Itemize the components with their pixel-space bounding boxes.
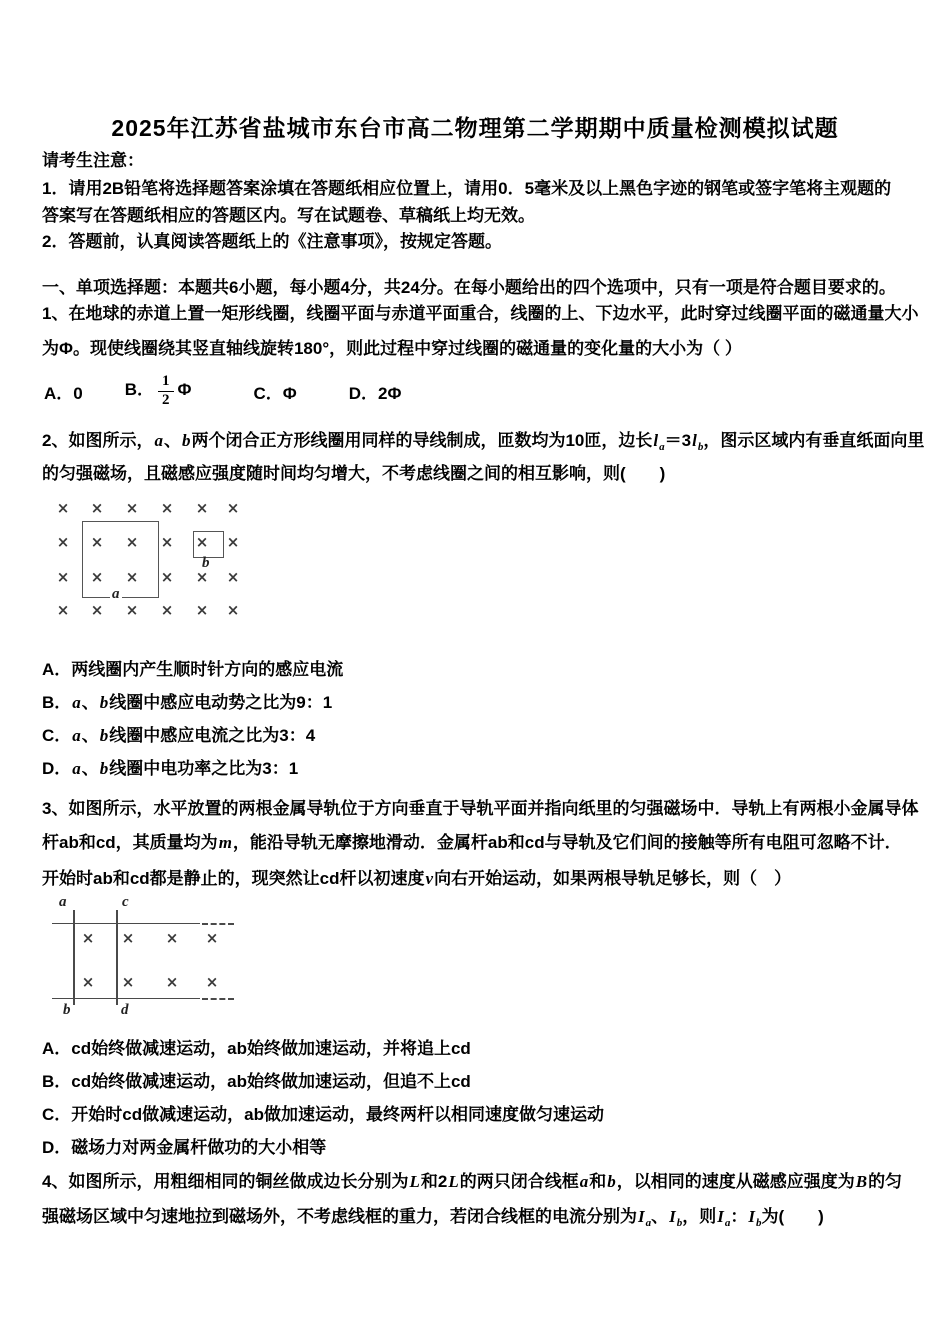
field-into-page-cross-icon: × xyxy=(125,499,139,517)
variable-text: a xyxy=(154,431,163,450)
q2-option-c xyxy=(42,725,912,747)
plain-text: 为( ) xyxy=(761,1207,824,1226)
field-into-page-cross-icon: × xyxy=(195,601,209,619)
field-into-page-cross-icon: × xyxy=(81,929,95,947)
q3-figure-rails-rods xyxy=(42,894,257,1024)
fraction-one-half xyxy=(158,373,174,409)
plain-text: A．两线圈内产生顺时针方向的感应电流 xyxy=(42,660,344,679)
q2-option-d xyxy=(42,758,912,780)
fraction-numerator: 1 xyxy=(162,373,170,390)
plain-text: ＝3 xyxy=(664,431,692,450)
variable-text: m xyxy=(218,833,232,852)
variable-text: I xyxy=(638,1207,645,1226)
plain-text: 2、如图所示， xyxy=(42,431,154,450)
variable-text: a xyxy=(72,759,81,778)
plain-text: 向右开始运动，如果两根导轨足够长，则（ ） xyxy=(434,869,792,888)
q3-option-a: A．cd始终做减速运动，ab始终做加速运动，并将追上cd xyxy=(42,1039,471,1058)
field-into-page-cross-icon: × xyxy=(125,533,139,551)
plain-text: 、 xyxy=(81,726,99,745)
field-into-page-cross-icon: × xyxy=(165,929,179,947)
plain-text: ，以相同的速度从磁感应强度为 xyxy=(616,1172,855,1191)
variable-text: b xyxy=(99,693,109,712)
variable-text: I xyxy=(717,1207,724,1226)
q3-text-line-2 xyxy=(42,832,912,854)
field-into-page-cross-icon: × xyxy=(226,568,240,586)
field-into-page-cross-icon: × xyxy=(195,568,209,586)
q3-text-line-1: 3、如图所示，水平放置的两根金属导轨位于方向垂直于导轨平面并指向纸里的匀强磁场中．导轨上有两根小金属导体 xyxy=(42,799,919,818)
plain-text: 4、如图所示，用粗细相同的铜丝做成边长分别为 xyxy=(42,1172,409,1191)
page-title: 2025年江苏省盐城市东台市高二物理第二学期期中质量检测模拟试题 xyxy=(111,115,839,141)
plain-text: 和 xyxy=(589,1172,607,1191)
rod-end-c-label: c xyxy=(122,894,129,910)
plain-text: 和2 xyxy=(420,1172,448,1191)
field-into-page-cross-icon: × xyxy=(56,533,70,551)
field-into-page-cross-icon: × xyxy=(121,973,135,991)
q1-options-row xyxy=(44,368,401,414)
q2-figure-field-coils xyxy=(50,498,282,624)
notice-line-1: 1．请用2B铅笔将选择题答案涂填在答题纸相应位置上，请用0．5毫米及以上黑色字迹的钢笔或签字笔将主观题的 xyxy=(42,179,892,198)
variable-text: l xyxy=(653,431,659,450)
rod-cd xyxy=(116,910,118,1005)
field-into-page-cross-icon: × xyxy=(125,568,139,586)
variable-text: v xyxy=(425,869,434,888)
field-into-page-cross-icon: × xyxy=(90,533,104,551)
rod-end-b-label: b xyxy=(63,1002,71,1018)
plain-text: 杆ab和cd，其质量均为 xyxy=(42,833,218,852)
variable-text: b xyxy=(756,1217,762,1229)
plain-text: 线圈中感应电流之比为3：4 xyxy=(109,726,316,745)
bottom-rail-dashed-end xyxy=(202,998,234,1000)
q3-text-line-3 xyxy=(42,868,912,890)
q1-option-a: A．0 xyxy=(44,383,83,403)
field-into-page-cross-icon: × xyxy=(226,533,240,551)
variable-text: B xyxy=(855,1172,868,1191)
plain-text: 开始时ab和cd都是静止的，现突然让cd杆以初速度 xyxy=(42,869,425,888)
q3-option-d: D．磁场力对两金属杆做功的大小相等 xyxy=(42,1138,327,1157)
plain-text: 的匀 xyxy=(868,1172,903,1191)
plain-text: 、 xyxy=(163,431,181,450)
coil-b-square xyxy=(193,531,224,558)
rod-ab xyxy=(73,910,75,1005)
coil-a-label: a xyxy=(112,586,120,602)
variable-text: a xyxy=(724,1217,731,1229)
q1-option-b-label: B． xyxy=(124,380,155,400)
variable-text: b xyxy=(99,726,109,745)
field-into-page-cross-icon: × xyxy=(56,568,70,586)
plain-text: D． xyxy=(42,759,72,778)
field-into-page-cross-icon: × xyxy=(90,499,104,517)
field-into-page-cross-icon: × xyxy=(90,601,104,619)
field-into-page-cross-icon: × xyxy=(125,601,139,619)
variable-text: b xyxy=(676,1217,683,1229)
section1-header: 一、单项选择题：本题共6小题，每小题4分，共24分。在每小题给出的四个选项中，只有一项是符合题目要求的。 xyxy=(42,278,896,297)
variable-text: a xyxy=(579,1172,589,1191)
q2-option-b xyxy=(42,692,912,714)
field-into-page-cross-icon: × xyxy=(195,533,209,551)
q1-option-d: D．2Φ xyxy=(348,383,402,403)
field-into-page-cross-icon: × xyxy=(195,499,209,517)
plain-text: C． xyxy=(42,726,72,745)
notice-line-3: 2．答题前，认真阅读答题纸上的《注意事项》，按规定答题。 xyxy=(42,232,502,251)
q1-text-line-1: 1、在地球的赤道上置一矩形线圈，线圈平面与赤道平面重合，线圈的上、下边水平，此时穿过线圈平面的磁通量大小 xyxy=(42,304,919,323)
field-into-page-cross-icon: × xyxy=(121,929,135,947)
q1-option-c: C．Φ xyxy=(253,383,297,403)
field-into-page-cross-icon: × xyxy=(226,601,240,619)
variable-text: I xyxy=(669,1207,676,1226)
q3-option-c: C．开始时cd做减速运动，ab做加速运动，最终两杆以相同速度做匀速运动 xyxy=(42,1105,604,1124)
q1-option-b xyxy=(125,373,192,409)
variable-text: b xyxy=(181,431,191,450)
plain-text: 线圈中电功率之比为3：1 xyxy=(109,759,299,778)
field-into-page-cross-icon: × xyxy=(90,568,104,586)
field-into-page-cross-icon: × xyxy=(205,973,219,991)
plain-text: ，能沿导轨无摩擦地滑动．金属杆ab和cd与导轨及它们间的接触等所有电阻可忽略不计． xyxy=(232,833,902,852)
plain-text: B． xyxy=(42,693,72,712)
plain-text: ，图示区域内有垂直纸面向里 xyxy=(703,431,925,450)
top-rail-dashed-end xyxy=(202,923,234,925)
field-into-page-cross-icon: × xyxy=(56,499,70,517)
notice-line-2: 答案写在答题纸相应的答题区内。写在试题卷、草稿纸上均无效。 xyxy=(42,206,535,225)
variable-text: L xyxy=(409,1172,420,1191)
q3-option-b: B．cd始终做减速运动，ab始终做加速运动，但追不上cd xyxy=(42,1072,471,1091)
q2-text-line-2: 的匀强磁场，且磁感应强度随时间均匀增大，不考虑线圈之间的相互影响，则( ) xyxy=(42,464,666,483)
field-into-page-cross-icon: × xyxy=(205,929,219,947)
variable-text: b xyxy=(99,759,109,778)
plain-text: 两个闭合正方形线圈用同样的导线制成，匝数均为10匝，边长 xyxy=(191,431,653,450)
q1-text-line-2: 为Φ。现使线圈绕其竖直轴线旋转180°，则此过程中穿过线圈的磁通量的变化量的大小为（ ） xyxy=(42,339,742,358)
variable-text: I xyxy=(748,1207,755,1226)
field-into-page-cross-icon: × xyxy=(160,601,174,619)
field-into-page-cross-icon: × xyxy=(160,568,174,586)
field-into-page-cross-icon: × xyxy=(81,973,95,991)
field-into-page-cross-icon: × xyxy=(160,533,174,551)
plain-text: ，则 xyxy=(682,1207,717,1226)
field-into-page-cross-icon: × xyxy=(226,499,240,517)
variable-text: l xyxy=(692,431,697,450)
q4-text-line-1 xyxy=(42,1171,912,1193)
q2-option-a xyxy=(42,659,912,681)
variable-text: a xyxy=(72,726,81,745)
plain-text: 线圈中感应电动势之比为9：1 xyxy=(109,693,333,712)
q2-text-line-1 xyxy=(42,430,925,454)
field-into-page-cross-icon: × xyxy=(165,973,179,991)
plain-text: 的两只闭合线框 xyxy=(459,1172,579,1191)
rod-end-a-label: a xyxy=(59,894,67,910)
field-into-page-cross-icon: × xyxy=(160,499,174,517)
plain-text: 、 xyxy=(81,759,99,778)
variable-text: b xyxy=(697,441,704,453)
q4-text-line-2 xyxy=(42,1206,912,1230)
plain-text: 、 xyxy=(651,1207,669,1226)
variable-text: a xyxy=(645,1217,652,1229)
variable-text: L xyxy=(448,1172,459,1191)
variable-text: a xyxy=(659,441,665,453)
plain-text: ： xyxy=(730,1207,748,1226)
rod-end-d-label: d xyxy=(121,1002,129,1018)
fraction-denominator: 2 xyxy=(158,391,174,409)
field-into-page-cross-icon: × xyxy=(56,601,70,619)
plain-text: 、 xyxy=(81,693,99,712)
variable-text: a xyxy=(72,693,81,712)
coil-b-label: b xyxy=(202,555,210,571)
q1-option-b-symbol: Φ xyxy=(177,380,192,400)
plain-text: 强磁场区域中匀速地拉到磁场外，不考虑线框的重力，若闭合线框的电流分别为 xyxy=(42,1207,637,1226)
variable-text: b xyxy=(607,1172,616,1191)
notice-header: 请考生注意： xyxy=(42,151,144,170)
